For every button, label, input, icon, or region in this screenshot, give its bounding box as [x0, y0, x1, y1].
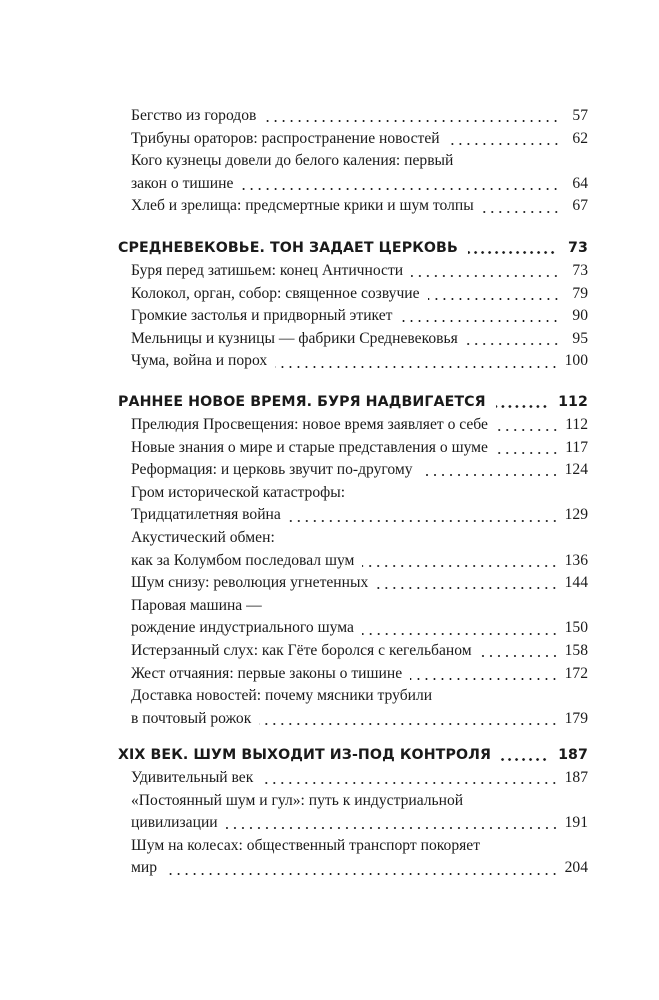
dot-leader [264, 120, 560, 122]
toc-entry-title-cont: рождение индустриального шума [131, 619, 354, 637]
toc-entry[interactable] [131, 437, 588, 460]
dot-leader [400, 320, 560, 322]
toc-entry-title: Паровая машина — [131, 596, 262, 614]
toc-entry[interactable] [131, 572, 588, 595]
toc-entry-page: 129 [564, 506, 588, 524]
toc-entry-title: Бегство из городов [131, 107, 257, 124]
toc-section-heading[interactable] [118, 390, 588, 414]
toc-entry-title-cont: цивилизации [131, 814, 218, 832]
toc-entry-page: 95 [572, 329, 588, 347]
toc-entry-title: Громкие застолья и придворный этикет [131, 307, 393, 325]
toc-section-heading[interactable] [118, 743, 588, 767]
dot-leader [241, 188, 560, 190]
dot-leader [428, 298, 560, 300]
toc-entry-page: 62 [572, 129, 588, 147]
dot-leader [259, 723, 558, 725]
toc-section [118, 390, 588, 730]
section-page: 112 [558, 394, 588, 410]
toc-entry-page: 100 [564, 352, 588, 370]
dot-leader [448, 143, 560, 145]
toc-entry[interactable] [131, 414, 588, 437]
toc-entry-page: 187 [564, 769, 588, 786]
toc-entry-title: Истерзанный слух: как Гёте боролся с кегельбаном [131, 641, 472, 659]
dot-leader [421, 474, 559, 476]
dot-leader [480, 655, 559, 657]
toc-entry-title: Мельницы и кузницы — фабрики Средневековья [131, 329, 458, 347]
toc-entry[interactable] [131, 195, 588, 218]
toc-entry-page: 158 [564, 641, 588, 659]
toc-entry-page: 124 [564, 461, 588, 479]
dot-leader [362, 633, 559, 635]
toc-entry-page: 150 [564, 619, 588, 637]
toc-entry-title-cont: в почтовый рожок [131, 709, 252, 727]
dot-leader [468, 251, 556, 254]
dot-leader [496, 405, 548, 408]
dot-leader [482, 211, 560, 213]
section-page: 187 [558, 747, 588, 763]
toc-entry-title: Шум снизу: революция угнетенных [131, 574, 369, 592]
toc-entry-title: Новые знания о мире и старые представления о шуме [131, 438, 488, 456]
toc-entry-title: Гром исторической катастрофы: [131, 483, 346, 501]
toc-entry[interactable] [131, 527, 588, 572]
dot-leader [226, 827, 559, 829]
toc-entry-page: 172 [564, 664, 588, 682]
toc-entry-page: 79 [572, 284, 588, 302]
section-title: РАННЕЕ НОВОЕ ВРЕМЯ. БУРЯ НАДВИГАЕТСЯ [118, 394, 486, 410]
dot-leader [496, 429, 559, 431]
toc-entry-title: Акустический обмен: [131, 528, 275, 546]
dot-leader [275, 366, 558, 368]
toc-entry-title-cont: Тридцатилетняя война [131, 506, 281, 524]
toc-entry-title: Прелюдия Просвещения: новое время заявляет о себе [131, 416, 488, 433]
dot-leader [496, 452, 559, 454]
toc-entry[interactable] [131, 790, 588, 835]
toc-entry-title: Реформация: и церковь звучит по-другому [131, 461, 413, 479]
toc-entry-title: Кого кузнецы довели до белого каления: первый [131, 152, 454, 170]
toc-entry-title: Удивительный век [131, 769, 254, 786]
toc-entry-page: 112 [565, 416, 588, 433]
toc-entry-page: 204 [564, 859, 588, 877]
toc-entry-page: 117 [565, 438, 588, 456]
dot-leader [376, 587, 558, 589]
toc-entry-title: Шум на колесах: общественный транспорт покоряет [131, 836, 481, 854]
toc-entry[interactable] [131, 835, 588, 880]
toc-intro-block [118, 105, 588, 218]
toc-entry[interactable] [131, 350, 588, 373]
toc-section [118, 236, 588, 373]
dot-leader [501, 758, 548, 761]
toc-entry-page: 144 [564, 574, 588, 592]
toc-entry[interactable] [131, 260, 588, 283]
dot-leader [165, 873, 559, 875]
toc-entry[interactable] [131, 105, 588, 128]
dot-leader [362, 565, 558, 567]
toc-entry-page: 64 [572, 174, 588, 192]
toc-section-heading[interactable] [118, 236, 588, 260]
toc-entry[interactable] [131, 482, 588, 527]
dot-leader [466, 343, 560, 345]
toc-entry-page: 73 [572, 262, 588, 279]
toc-entry[interactable] [131, 685, 588, 730]
toc-entry-page: 67 [572, 197, 588, 215]
toc-entry-title: Жест отчаяния: первые законы о тишине [131, 664, 403, 682]
toc-entry[interactable] [131, 283, 588, 306]
toc-entry-page: 57 [572, 107, 588, 124]
toc-entry-title: Буря перед затишьем: конец Античности [131, 262, 404, 279]
section-page: 73 [568, 240, 588, 256]
toc-entry[interactable] [131, 640, 588, 663]
toc-entry[interactable] [131, 128, 588, 151]
toc-entry-title: Доставка новостей: почему мясники трубили [131, 687, 433, 705]
toc-entry[interactable] [131, 328, 588, 351]
dot-leader [261, 782, 558, 784]
toc-entry-page: 179 [564, 709, 588, 727]
dot-leader [289, 520, 559, 522]
toc-entry-title: Хлеб и зрелища: предсмертные крики и шум толпы [131, 197, 474, 215]
toc-entry-page: 191 [564, 814, 588, 832]
toc-entry[interactable] [131, 305, 588, 328]
toc-entry-title: «Постоянный шум и гул»: путь к индустриальной [131, 791, 464, 809]
toc-entry-title-cont: как за Колумбом последовал шум [131, 551, 355, 569]
toc-entry[interactable] [131, 459, 588, 482]
toc-entry[interactable] [131, 663, 588, 686]
section-title: СРЕДНЕВЕКОВЬЕ. ТОН ЗАДАЕТ ЦЕРКОВЬ [118, 240, 458, 256]
toc-entry-page: 136 [564, 551, 588, 569]
section-title: XIX ВЕК. ШУМ ВЫХОДИТ ИЗ-ПОД КОНТРОЛЯ [118, 747, 492, 763]
toc-entry[interactable] [131, 150, 588, 195]
toc-entry-page: 90 [572, 307, 588, 325]
toc-entry-title-cont: мир [131, 859, 158, 877]
toc-entry[interactable] [131, 595, 588, 640]
toc-entry[interactable] [131, 767, 588, 790]
toc-entry-title-cont: закон о тишине [131, 174, 234, 192]
dot-leader [411, 275, 560, 277]
toc-entry-title: Трибуны ораторов: распространение новостей [131, 129, 440, 147]
dot-leader [410, 678, 558, 680]
toc-entry-title: Чума, война и порох [131, 352, 268, 370]
toc-section [118, 743, 588, 880]
toc-entry-title: Колокол, орган, собор: священное созвучие [131, 284, 420, 302]
